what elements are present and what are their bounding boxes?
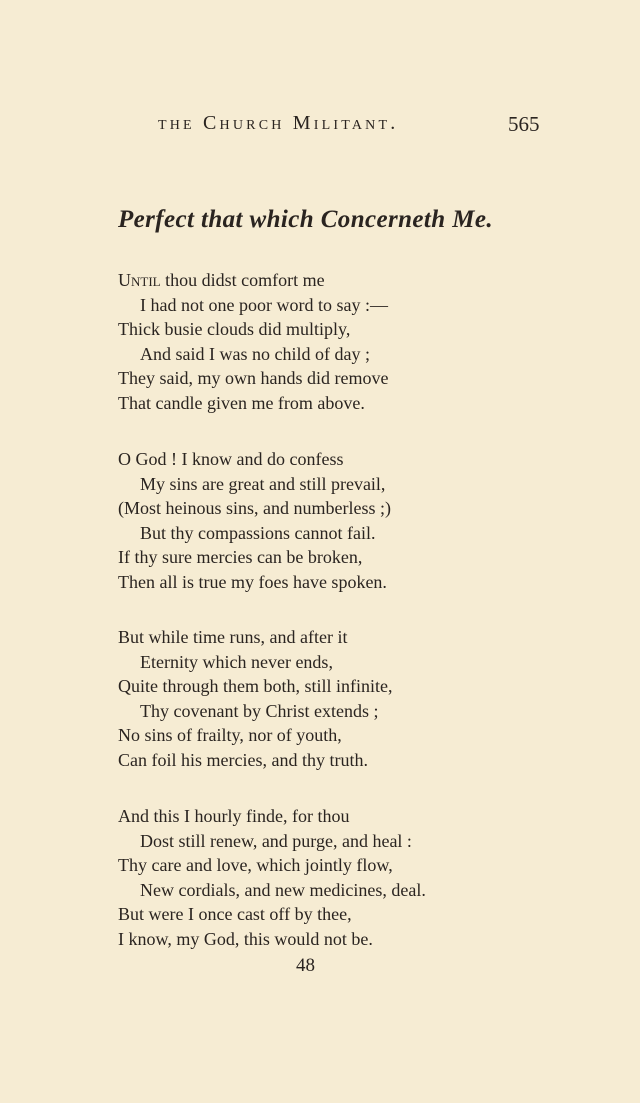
poem-line: I had not one poor word to say :— bbox=[140, 294, 388, 315]
poem-line: Quite through them both, still infinite, bbox=[118, 676, 393, 697]
poem-line: No sins of frailty, nor of youth, bbox=[118, 725, 342, 746]
running-head: the Church Militant. bbox=[158, 112, 399, 134]
poem-line: But thy compassions cannot fail. bbox=[140, 522, 376, 543]
poem-line bbox=[118, 268, 518, 293]
poem-line: But were I once cast off by thee, bbox=[118, 904, 352, 925]
poem-line: Thick busie clouds did multiply, bbox=[118, 319, 351, 340]
poem-line: And this I hourly finde, for thou bbox=[118, 806, 350, 826]
poem-line: Eternity which never ends, bbox=[140, 651, 333, 672]
line-text: thou didst comfort me bbox=[160, 270, 325, 290]
poem-line: If thy sure mercies can be broken, bbox=[118, 547, 363, 568]
poem-line: Thy care and love, which jointly flow, bbox=[118, 855, 393, 876]
poem-line: New cordials, and new medicines, deal. bbox=[140, 879, 426, 900]
poem-line: O God ! I know and do confess bbox=[118, 449, 344, 469]
poem-line: They said, my own hands did remove bbox=[118, 368, 389, 389]
poem-title: Perfect that which Concerneth Me. bbox=[118, 206, 494, 233]
stanza-3 bbox=[118, 625, 518, 773]
page-number: 565 bbox=[508, 112, 540, 136]
poem-line: My sins are great and still prevail, bbox=[140, 473, 386, 494]
poem-line: And said I was no child of day ; bbox=[140, 343, 370, 364]
poem-line: (Most heinous sins, and numberless ;) bbox=[118, 498, 391, 519]
poem-line: Dost still renew, and purge, and heal : bbox=[140, 830, 412, 851]
stanza-4 bbox=[118, 804, 518, 952]
poem-line: I know, my God, this would not be. bbox=[118, 928, 373, 949]
signature-mark: 48 bbox=[296, 955, 315, 976]
poem-line: Can foil his mercies, and thy truth. bbox=[118, 749, 368, 770]
poem-line: Thy covenant by Christ extends ; bbox=[140, 700, 379, 721]
poem-line: Then all is true my foes have spoken. bbox=[118, 571, 387, 592]
stanza-1 bbox=[118, 268, 518, 416]
poem-line: That candle given me from above. bbox=[118, 392, 365, 413]
drop-word: Until bbox=[118, 270, 161, 290]
poem-line: But while time runs, and after it bbox=[118, 627, 348, 647]
stanza-2 bbox=[118, 447, 518, 595]
